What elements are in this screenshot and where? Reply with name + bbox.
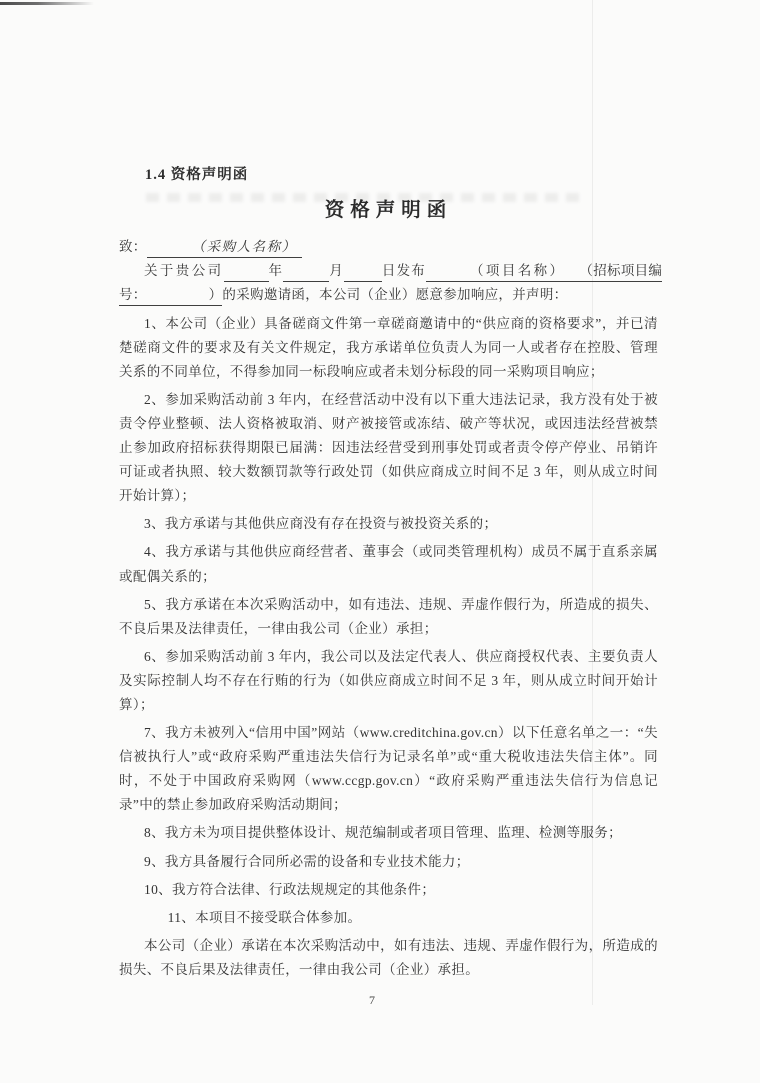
- clause-2: 2、参加采购活动前 3 年内，在经营活动中没有以下重大违法记录，我方没有处于被责令停业整顿、法人资格被取消、财产被接管或冻结、破产等状况，或因违法经营被禁止参加政府招标获得期限已届满：因违法经营受到刑事处罚或者责令停产停业、吊销许可证或者执照、较大数额罚款等行政处罚（如供应商成立时间不足 3 年，则从成立时间开始计算）；: [119, 391, 658, 504]
- day-fill-in-field: [344, 263, 382, 282]
- clause-11: 11、本项目不接受联合体参加。: [167, 909, 362, 925]
- intro-rest-text: 的采购邀请函，本公司（企业）愿意参加响应，并声明：: [222, 287, 568, 303]
- intro-lead: 关于贵公司: [144, 263, 224, 279]
- blank-underline: [344, 263, 382, 275]
- document-title: 资格声明函: [324, 200, 453, 221]
- day-publish-label: 日发布: [381, 263, 427, 279]
- year-label: 年: [268, 263, 284, 279]
- clause-9: 9、我方具备履行合同所必需的设备和专业技术能力；: [143, 853, 470, 869]
- tender-number-fill-in-field: [119, 287, 222, 306]
- intro-line-2: [119, 283, 658, 307]
- blank-underline: [426, 263, 470, 275]
- salutation-label: 致：: [119, 239, 147, 254]
- clause-list: [119, 312, 658, 982]
- clause-7: 7、我方未被列入“信用中国”网站（www.creditchina.gov.cn）以下任意名单之一：“失信被执行人”或“政府采购严重违法失信行为记录名单”或“重大税收违法失信主体”。同时，不处于中国政府采购网（www.ccgp.gov.cn）“政府采购严重违法失信行为信息记录”中的禁止参加政府采购活动期间；: [119, 725, 658, 813]
- blank-underline: [224, 263, 269, 275]
- month-label: 月: [329, 263, 344, 279]
- section-heading: 1.4 资格声明函: [145, 167, 249, 183]
- project-name-placeholder: （项目名称）: [470, 263, 566, 279]
- clause-4: 4、我方承诺与其他供应商经营者、董事会（或同类管理机构）成员不属于直系亲属或配偶关系的；: [119, 544, 658, 584]
- tender-number-label-part2: 号：: [119, 287, 147, 303]
- blank-underline: [147, 287, 209, 299]
- month-fill-in-field: [283, 263, 329, 282]
- closing-paren: ）: [208, 287, 223, 303]
- recipient-placeholder: （采购人名称）: [191, 239, 297, 254]
- clause-6: 6、参加采购活动前 3 年内，我公司以及法定代表人、供应商授权代表、主要负责人及实际控制人均不存在行贿的行为（如供应商成立时间不足 3 年，则从成立时间开始计算）；: [119, 648, 658, 713]
- salutation-line: [119, 235, 658, 259]
- clause-1: 1、本公司（企业）具备磋商文件第一章磋商邀请中的“供应商的资格要求”，并已清楚磋商文件的要求及有关文件规定，我方承诺单位负责人为同一人或者存在控股、管理关系的不同单位，不得参加同一标段响应或者未划分标段的同一采购项目响应；: [119, 315, 658, 379]
- clause-5: 5、我方承诺在本次采购活动中，如有违法、违规、弄虚作假行为，所造成的损失、不良后果及法律责任，一律由我公司（企业）承担；: [119, 596, 658, 636]
- document-body: [119, 166, 663, 986]
- clause-8: 8、我方未为项目提供整体设计、规范编制或者项目管理、监理、检测等服务；: [143, 825, 622, 841]
- blank-underline: [565, 263, 579, 275]
- scan-edge-artifact: [0, 2, 94, 5]
- project-fill-in-field: [426, 263, 662, 282]
- blank-underline: [147, 239, 192, 251]
- recipient-fill-in-field: [147, 239, 302, 258]
- clause-3: 3、我方承诺与其他供应商没有存在投资与被投资关系的；: [143, 516, 498, 532]
- closing-paragraph: 本公司（企业）承诺在本次采购活动中，如有违法、违规、弄虚作假行为，所造成的损失、不良后果及法律责任，一律由我公司（企业）承担。: [119, 937, 658, 977]
- year-fill-in-field: [224, 263, 269, 282]
- clause-10: 10、我方符合法律、行政法规规定的其他条件；: [143, 881, 436, 897]
- blank-underline: [283, 263, 329, 275]
- intro-line-1: [119, 259, 663, 283]
- page-number: 7: [369, 993, 375, 1007]
- tender-number-label-part1: （招标项目编: [579, 263, 663, 279]
